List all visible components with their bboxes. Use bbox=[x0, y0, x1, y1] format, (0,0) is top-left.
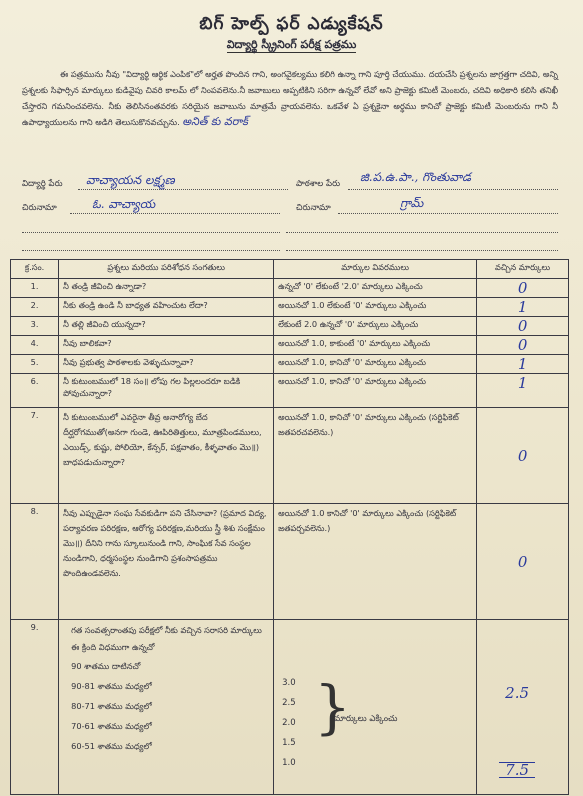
table-row bbox=[11, 317, 569, 336]
school-value: జి.ప.ఉ.పా., గొంతువాడ bbox=[360, 170, 472, 184]
grade-band: 80-71 శాతము మధ్యలో bbox=[71, 701, 152, 711]
column-header-marks-detail: మార్కుల వివరములు bbox=[274, 260, 477, 279]
table-row bbox=[11, 279, 569, 298]
row-question-grades bbox=[59, 620, 274, 795]
handwritten-signature-note: అనిత్ కు వరాక్ bbox=[182, 115, 248, 128]
grade-band: 70-61 శాతము మధ్యలో bbox=[71, 721, 152, 731]
row-marks-detail: అయినచో 1.0, కానిచో '0' మార్కులు ఎక్కించు bbox=[274, 374, 477, 408]
row-question: నీ కుటుంబములో ఎవరైనా తీవ్ర అనారోగ్య బేద దీర్ఘరోగముతో(అనగా గుండె, ఊపిరితిత్తులు, మూత్రపిండములు, ఎయిడ్స్, కుష్టు, పోలియో, కేన్సర్, పక్షవాతం, కీళ్ళవాతం మొ॥) బాధపడుచున్నారా? bbox=[59, 408, 274, 504]
student-name-label: విద్యార్థి పేరు bbox=[22, 179, 63, 189]
grade-mark: 2.0 bbox=[282, 718, 296, 728]
subtitle-text: విద్యార్థి స్క్రీనింగ్ పరీక్ష పత్రము bbox=[226, 38, 357, 51]
grade-score-cell bbox=[477, 620, 569, 795]
grade-marks-label: మార్కులు ఎక్కించు bbox=[334, 714, 398, 724]
row-marks-detail: ఉన్నచో '0' లేకుంటే '2.0' మార్కులు ఎక్కించు bbox=[274, 279, 477, 298]
row-question: నీకు తండ్రి ఉండి నీ బాధ్యత వహించుట లేదా? bbox=[59, 298, 274, 317]
district-line bbox=[338, 213, 558, 214]
row-question: నీ తండ్రి జీవించి ఉన్నాడా? bbox=[59, 279, 274, 298]
row-number: 4. bbox=[11, 336, 59, 355]
row-number: 5. bbox=[11, 355, 59, 374]
grade-mark: 3.0 bbox=[282, 678, 296, 688]
column-header-marks-obtained: వచ్చిన మార్కులు bbox=[477, 260, 569, 279]
grade-marks-cell bbox=[274, 620, 477, 795]
table-row bbox=[11, 355, 569, 374]
blank-line bbox=[286, 250, 558, 251]
row-number: 7. bbox=[11, 408, 59, 504]
district-value: గ్రామ్ bbox=[400, 196, 424, 210]
column-header-serial: క్ర.సం. bbox=[11, 260, 59, 279]
row-question: నీవు ఎప్పుడైనా సంఘ సేవకుడిగా పని చేసినావా? (ప్రమాద విద్య, పర్యావరణ పరిరక్షణ, ఆరోగ్య పరిరక్షణ,మరియు స్త్రీ శిశు సంక్షేమం మొ॥) దీనిని గాను స్కూలునుండి గాని, సాంఘిక సేవ సంస్థల నుండిగాని, ధర్మసంస్థల నుండిగాని ప్రశంసాపత్రము పొందిఉండవలెను. bbox=[59, 504, 274, 620]
instructions-text: ఈ పత్రమును నీవు "విద్యార్థి ఆర్థిక ఎంపిక"లో అర్హత పొందిన గాని, అంగవైకల్యము కలిగి ఉన్నా గాని పూర్తి చేయుము. దయచేసి ప్రశ్నలను జాగ్రత్తగా చదివి, అన్ని ప్రశ్నలకు సిఫార్సిన మార్కులు కుడివైపు చివరి కాలమ్ లో నింపవలెను.నీ జవాబులు అప్పటికిని సరిగా ఉన్నవో లేవో అని ప్రాజెక్టు కమిటీ మెంబరు, చదివి అధికారి కలిసి తనిఖీ చేస్తారని గమనించవలెను. నీకు తెలిసినంతవరకు సరియైన జవాబును మాత్రమే వ్రాయవలెను. ఒకవేళ ఏ ప్రశ్నకైనా అర్థము కానిచో ప్రాజెక్టు కమిటీ మెంబరును గాని నీ ఉపాధ్యాయులను గాని అడిగి తెలుసుకొనవచ్చును. bbox=[22, 69, 558, 127]
grade-mark: 2.5 bbox=[282, 698, 296, 708]
school-line bbox=[348, 189, 558, 190]
row-score: 0 bbox=[477, 336, 569, 355]
grade-band-list bbox=[63, 656, 269, 756]
table-row bbox=[11, 374, 569, 408]
table-row bbox=[11, 504, 569, 620]
table-row bbox=[11, 408, 569, 504]
total-score: 7.5 bbox=[499, 762, 535, 778]
row-score: 2.5 bbox=[505, 684, 530, 702]
school-label: పాఠశాల పేరు bbox=[296, 179, 341, 189]
blank-line bbox=[22, 250, 280, 251]
address-value: ఓ. వాచ్యాయ bbox=[92, 197, 156, 211]
row-marks-detail: అయినచో 1.0, కానిచో '0' మార్కులు ఎక్కించు (సర్టిఫికెట్ జతపరచవలెను.) bbox=[274, 408, 477, 504]
blank-line bbox=[286, 232, 558, 233]
row-number: 2. bbox=[11, 298, 59, 317]
grade-mark: 1.5 bbox=[282, 738, 296, 748]
grade-band: 90-81 శాతము మధ్యలో bbox=[71, 681, 152, 691]
grade-band: 90 శాతము దాటినచో bbox=[71, 661, 141, 671]
instructions-paragraph bbox=[22, 66, 558, 130]
table-header-row bbox=[11, 260, 569, 279]
column-header-question: ప్రశ్నలు మరియు పరిశోధన సంగతులు bbox=[59, 260, 274, 279]
row-question: నీ తల్లి జీవించి యున్నదా? bbox=[59, 317, 274, 336]
grade-mark: 1.0 bbox=[282, 758, 296, 768]
row-question: నీ కుటుంబములో 18 సం॥ లోపు గల పిల్లలందరూ బడికి పోవుచున్నారా? bbox=[59, 374, 274, 408]
row-marks-detail: అయినచో 1.0 కానిచో '0' మార్కులు ఎక్కించు (సర్టిఫికెట్ జతపర్చవలెను.) bbox=[274, 504, 477, 620]
row-question: గత సంవత్సరాంతపు పరీక్షలో నీకు వచ్చిన సరాసరి మార్కులు ఈ క్రింది విధముగా ఉన్నచో bbox=[71, 625, 262, 652]
row-score: 1 bbox=[477, 298, 569, 317]
row-score: 1 bbox=[477, 355, 569, 374]
curly-brace-icon: } bbox=[314, 673, 352, 741]
row-number: 9. bbox=[11, 620, 59, 795]
row-score: 1 bbox=[477, 374, 569, 408]
row-score: 0 bbox=[477, 279, 569, 298]
blank-line bbox=[22, 232, 280, 233]
grade-marks-block bbox=[278, 622, 472, 792]
row-score: 0 bbox=[477, 504, 569, 620]
table-row bbox=[11, 298, 569, 317]
row-marks-detail: అయినచో 1.0, కాకుంటే '0' మార్కులు ఎక్కించు bbox=[274, 336, 477, 355]
row-question: నీవు ప్రభుత్వ పాఠశాలకు వెళ్ళుచున్నావా? bbox=[59, 355, 274, 374]
row-marks-detail: అయినచో 1.0 లేకుంటే '0' మార్కులు ఎక్కించు bbox=[274, 298, 477, 317]
district-label: చిరునామా bbox=[296, 203, 331, 213]
row-number: 6. bbox=[11, 374, 59, 408]
row-question: నీవు బాలికవా? bbox=[59, 336, 274, 355]
row-marks-detail: అయినచో 1.0, కానిచో '0' మార్కులు ఎక్కించు bbox=[274, 355, 477, 374]
row-score: 0 bbox=[477, 317, 569, 336]
document-subtitle bbox=[0, 38, 583, 54]
student-name-value: వాచ్యాయన లక్ష్మణ bbox=[86, 173, 175, 187]
row-number: 3. bbox=[11, 317, 59, 336]
table-row bbox=[11, 620, 569, 795]
row-score: 0 bbox=[477, 408, 569, 504]
table-row bbox=[11, 336, 569, 355]
row-number: 1. bbox=[11, 279, 59, 298]
row-marks-detail: లేకుంటే 2.0 ఉన్నచో '0' మార్కులు ఎక్కించు bbox=[274, 317, 477, 336]
grade-band: 60-51 శాతము మధ్యలో bbox=[71, 741, 152, 751]
address-label: చిరునామా bbox=[22, 203, 57, 213]
screening-table bbox=[10, 259, 569, 795]
row-number: 8. bbox=[11, 504, 59, 620]
document-title: బిగ్ హెల్ప్ ఫర్ ఎడ్యుకేషన్ bbox=[199, 14, 384, 34]
